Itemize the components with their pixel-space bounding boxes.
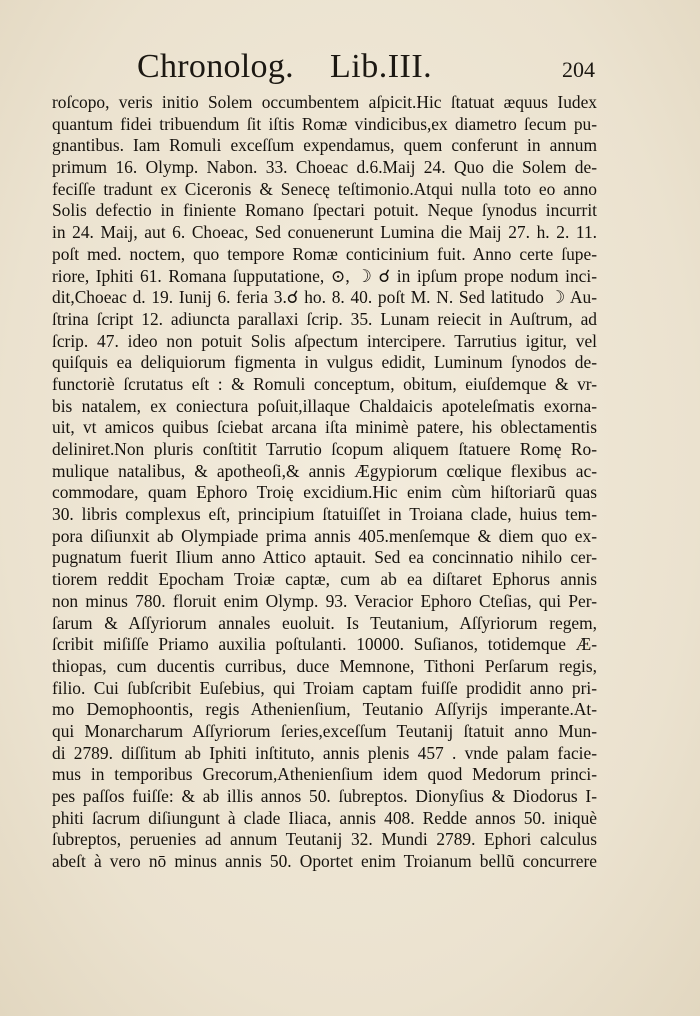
text-line: feciſſe tradunt ex Ciceronis & Senecę teſtimonio.Atqui nulla toto eo anno — [52, 178, 597, 199]
running-title: Chronolog. — [137, 48, 294, 85]
page-header — [0, 44, 700, 90]
text-line: quiſquis ea deliquiorum figmenta in vulgus edidit, Luminum ſynodos de- — [52, 352, 597, 373]
text-line: pugnatum fuerit Ilium anno Attico aptauit. Sed ea concinnatio nihilo cer- — [52, 547, 597, 568]
text-line: pora diſiunxit ab Olympiade prima annis 405.menſemque & diem quo ex- — [52, 525, 597, 546]
text-line: bis natalem, ex coniectura poſuit,illaque Chaldaicis apoteleſmatis exorna- — [52, 395, 597, 416]
text-line: riore, Iphiti 61. Romana ſupputatione, ⊙, ☽ ☌ in ipſum prope nodum inci- — [52, 265, 597, 286]
text-line: ſcrip. 47. ideo non potuit Solis aſpectum intercipere. Tarrutius igitur, vel — [52, 330, 597, 351]
text-line: tiorem reddit Epocham Troiæ captæ, cum ab ea diſtaret Ephorus annis — [52, 569, 597, 590]
text-line: 30. libris complexus eſt, principium ſtatuiſſet in Troiana clade, huius tem- — [52, 504, 597, 525]
text-line: mus in temporibus Grecorum,Athenienſium idem quod Medorum princi- — [52, 764, 597, 785]
text-line: abeſt à vero nō minus annis 50. Oportet enim Troianum bellũ concurrere — [52, 851, 597, 872]
text-line: thiopas, cum ducentis curribus, duce Memnone, Tithoni Perſarum regis, — [52, 655, 597, 676]
text-line: mo Demophoontis, regis Athenienſium, Teutanio Aſſyrijs imperante.At- — [52, 699, 597, 720]
text-line: gnantibus. Iam Romuli exceſſum expendamus, quem conferunt in annum — [52, 135, 597, 156]
text-line: primum 16. Olymp. Nabon. 33. Choeac d.6.Maij 24. Quo die Solem de- — [52, 157, 597, 178]
book-label: Lib.III. — [330, 48, 433, 85]
text-line: quantum fidei tribuendum ſit iſtis Romæ vindicibus,ex diametro ſecum pu- — [52, 113, 597, 134]
text-line: ſtrina ſcript 12. adiuncta parallaxi ſcrip. 35. Lunam reiecit in Auſtrum, ad — [52, 308, 597, 329]
text-line: mulique natalibus, & apotheoſi,& annis Ægypiorum cœlique flexibus ac- — [52, 460, 597, 481]
text-line: ſcribit miſiſſe Priamo auxilia poſtulanti. 10000. Suſianos, totidemque Æ- — [52, 634, 597, 655]
text-line: di 2789. diſſitum ab Iphiti inſtituto, annis plenis 457 . vnde palam facie- — [52, 742, 597, 763]
text-line: non minus 780. floruit enim Olymp. 93. Veracior Ephoro Cteſias, qui Per- — [52, 590, 597, 611]
text-line: Solis defectio in finiente Romano ſpectari potuit. Neque ſynodus incurrit — [52, 200, 597, 221]
text-line: ſarum & Aſſyriorum annales euoluit. Is Teutanium, Aſſyriorum regem, — [52, 612, 597, 633]
page-number: 204 — [562, 57, 595, 82]
text-line: dit,Choeac d. 19. Iunij 6. feria 3.☌ ho. 8. 40. poſt M. N. Sed latitudo ☽ Au- — [52, 287, 597, 308]
text-line: commodare, quam Ephoro Troię excidium.Hic enim cùm hiſtoriarũ quas — [52, 482, 597, 503]
text-line: in 24. Maij, aut 6. Choeac, Sed conuenerunt Lumina die Maij 27. h. 2. 11. — [52, 222, 597, 243]
text-line: phiti ſacrum diſiungunt à clade Iliaca, annis 408. Redde annos 50. iniquè — [52, 807, 597, 828]
text-line: qui Monarcharum Aſſyriorum ſeries,exceſſum Teutanij ſtatuit anno Mun- — [52, 720, 597, 741]
text-line: filio. Cui ſubſcribit Euſebius, qui Troiam captam fuiſſe prodidit anno pri- — [52, 677, 597, 698]
text-line: pes paſſos fuiſſe: & ab illis annos 50. ſubreptos. Dionyſius & Diodorus I- — [52, 786, 597, 806]
text-line: uit, vt amicos quibus ſciebat arcana iſta minimè patere, his oblectamentis — [52, 417, 597, 438]
text-line: roſcopo, veris initio Solem occumbentem aſpicit.Hic ſtatuat æquus Iudex — [52, 92, 597, 112]
text-line: ſubreptos, peruenies ad annum Teutanij 32. Mundi 2789. Ephori calculus — [52, 829, 597, 850]
text-line: deliniret.Non pluris conſtitit Tarrutio ſcopum aliquem ſtatuere Romę Ro- — [52, 439, 597, 459]
text-line: functoriè ſcrutatus eſt : & Romuli conceptum, obitum, eiuſdemque & vr- — [52, 373, 597, 394]
body-text — [52, 92, 597, 873]
text-line: poſt med. noctem, quo tempore Romæ conticinium fuit. Anno certe ſupe- — [52, 243, 597, 264]
